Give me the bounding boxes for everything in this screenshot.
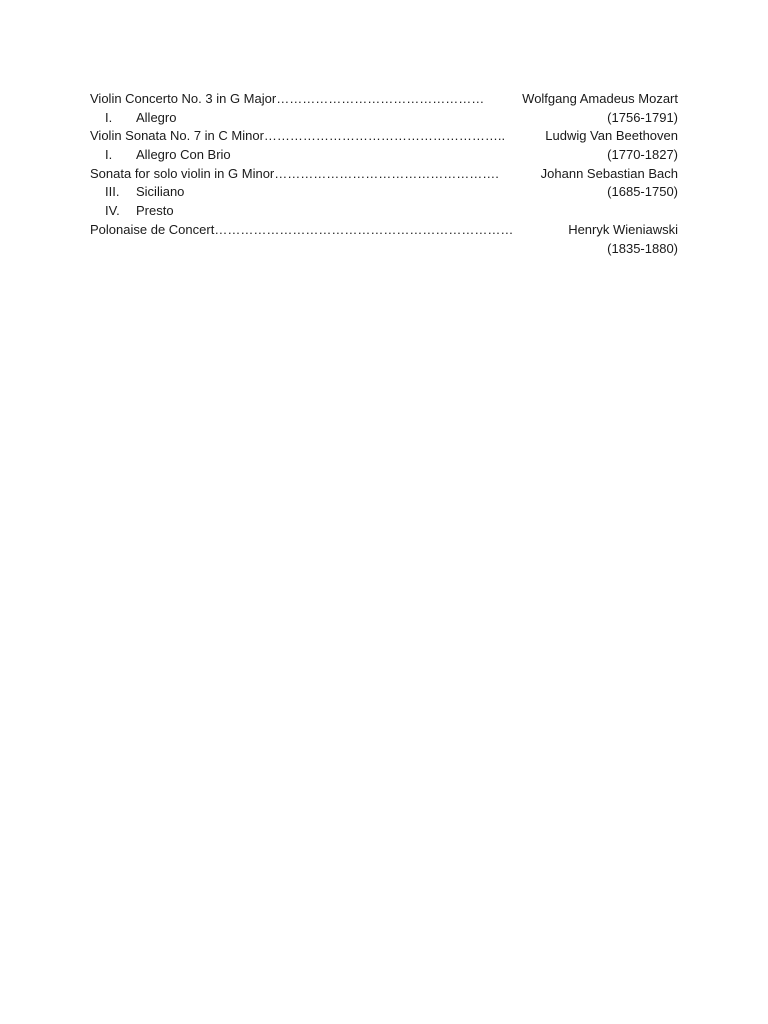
piece-line-bach bbox=[90, 165, 678, 184]
composer-name: Johann Sebastian Bach bbox=[540, 165, 678, 181]
movement-numeral: I. bbox=[105, 109, 113, 125]
piece-line-beethoven bbox=[90, 127, 678, 146]
movement-line bbox=[90, 109, 678, 128]
dates-line bbox=[90, 240, 678, 259]
piece-title: Violin Concerto No. 3 in G Major bbox=[90, 91, 277, 106]
piece-title: Sonata for solo violin in G Minor bbox=[90, 165, 275, 181]
movement-title: Presto bbox=[136, 203, 174, 219]
movement-line bbox=[90, 183, 678, 202]
piece-title: Violin Sonata No. 7 in C Minor bbox=[90, 128, 264, 144]
movement-numeral: I. bbox=[105, 147, 113, 163]
movement-numeral: III. bbox=[105, 184, 120, 200]
composer-dates: (1756-1791) bbox=[607, 109, 678, 125]
composer-name: Henryk Wieniawski bbox=[568, 221, 678, 237]
movement-numeral: IV. bbox=[105, 203, 120, 219]
movement-line bbox=[90, 202, 678, 221]
dot-leader: …………………………………………………………… bbox=[214, 221, 514, 237]
piece-title: Polonaise de Concert bbox=[90, 221, 215, 237]
dot-leader: ……………………………………………….. bbox=[263, 128, 506, 144]
composer-dates: (1685-1750) bbox=[607, 184, 678, 200]
piece-line-wieniawski bbox=[90, 221, 678, 240]
composer-dates: (1835-1880) bbox=[607, 240, 678, 256]
composer-name: Ludwig Van Beethoven bbox=[545, 128, 678, 144]
composer-name: Wolfgang Amadeus Mozart bbox=[522, 91, 678, 106]
composer-dates: (1770-1827) bbox=[607, 147, 678, 163]
movement-title: Allegro bbox=[136, 109, 177, 125]
piece-line-mozart bbox=[90, 90, 678, 109]
movement-title: Allegro Con Brio bbox=[136, 147, 231, 163]
movement-line bbox=[90, 146, 678, 165]
dot-leader: ……………………………………………. bbox=[274, 165, 499, 181]
movement-title: Siciliano bbox=[136, 184, 185, 200]
concert-program bbox=[90, 90, 678, 258]
dot-leader: ………………………………………… bbox=[276, 91, 485, 106]
